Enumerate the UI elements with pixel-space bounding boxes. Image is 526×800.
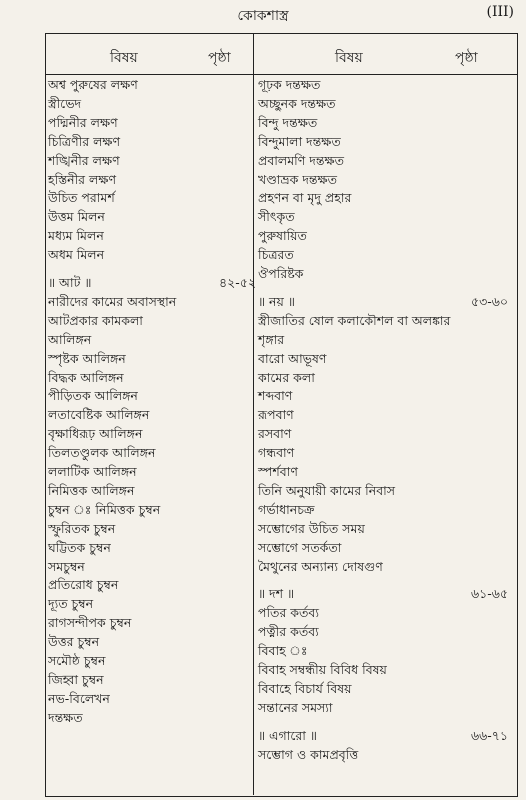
toc-entry: খণ্ডাভ্রক দন্তক্ষত: [258, 171, 338, 187]
toc-entry: আটপ্রকার কামকলা: [48, 312, 143, 328]
left-subject-heading: বিষয়: [110, 50, 138, 66]
toc-entry: পত্নীর কর্তব্য: [258, 624, 319, 640]
toc-entry: উচিত পরামর্শ: [48, 190, 115, 206]
toc-entry: মৈথুনের অন্যান্য দোষগুণ: [258, 558, 383, 574]
toc-entry: বৃক্ষাধিরূঢ় আলিঙ্গন: [48, 426, 143, 442]
toc-entry: চিত্রিণীর লক্ষণ: [48, 133, 121, 149]
toc-entry: গর্ভাধানচক্র: [258, 501, 315, 517]
right-page-heading: পৃষ্ঠা: [455, 50, 478, 66]
toc-entry: ঔপরিষ্টক: [258, 266, 304, 281]
chapter-page-range: ৫৩-৬০: [470, 293, 508, 309]
toc-entry: চিত্ররত: [258, 247, 294, 263]
toc-entry: রসবাণ: [258, 426, 292, 442]
toc-entry: তিনি অনুযায়ী কামের নিবাস: [258, 482, 396, 498]
chapter-label: ॥ আট ॥: [48, 275, 92, 290]
toc-entry: পদ্মিনীর লক্ষণ: [48, 114, 118, 130]
toc-entry: অধম মিলন: [48, 247, 105, 263]
toc-entry: সম্ভোগে সতর্কতা: [258, 539, 342, 555]
toc-entry: রাগসন্দীপক চুম্বন: [48, 615, 132, 631]
chapter-heading-8: [48, 274, 256, 292]
toc-entry: সমৌষ্ঠ চুম্বন: [48, 653, 106, 668]
chapter-heading-11: [258, 727, 508, 745]
toc-entry: স্ত্রীভেদ: [48, 95, 82, 111]
toc-entry: শৃঙ্গার: [258, 331, 285, 347]
toc-entry: পুরুষায়িত: [258, 228, 307, 244]
header-rule: [45, 74, 517, 75]
toc-entry: স্পৃষ্টক আলিঙ্গন: [48, 350, 126, 366]
toc-entry: উত্তম মিলন: [48, 209, 105, 225]
toc-entry: পীড়িতক আলিঙ্গন: [48, 388, 138, 404]
toc-entry: বিবাহ সম্বন্ধীয় বিবিধ বিষয়: [258, 662, 387, 677]
toc-entry: তিলতণ্ডুলক আলিঙ্গন: [48, 445, 156, 461]
toc-entry: উত্তর চুম্বন: [48, 634, 100, 650]
toc-entry: কামের কলা: [258, 369, 315, 385]
chapter-page-range: ৬১-৬৫: [471, 586, 508, 602]
toc-entry: শঙ্খিনীর লক্ষণ: [48, 152, 120, 168]
toc-entry: মধ্যম মিলন: [48, 228, 104, 244]
toc-entry: ঘট্টিতক চুম্বন: [48, 539, 111, 555]
toc-entry: প্রবালমণি দন্তক্ষত: [258, 152, 344, 168]
toc-entry: সম্ভোগ ও কামপ্রবৃত্তি: [258, 746, 359, 762]
toc-entry: স্পর্শবাণ: [258, 464, 298, 479]
right-subject-heading: বিষয়: [335, 50, 363, 66]
toc-entry: জিহ্বা চুম্বন: [48, 671, 104, 687]
toc-entry: শব্দবাণ: [258, 388, 293, 404]
toc-entry: অচ্ছুনক দন্তক্ষত: [258, 95, 336, 111]
toc-entry: বিন্দুমালা দন্তক্ষত: [258, 133, 341, 149]
toc-entry: প্রহণন বা মৃদু প্রহার: [258, 190, 352, 206]
running-title: কোকশাস্ত্র: [237, 8, 289, 24]
toc-entry: বিবাহে বিচার্য বিষয়: [258, 680, 352, 696]
toc-entry: সন্তানের সমস্যা: [258, 699, 333, 715]
chapter-page-range: ৬৬-৭১: [470, 727, 508, 743]
chapter-label: ॥ এগারো ॥: [258, 727, 317, 743]
toc-entry: চুম্বন ঃ নিমিত্তক চুম্বন: [48, 501, 161, 517]
toc-entry: লতাবেষ্টিক আলিঙ্গন: [48, 407, 150, 423]
chapter-label: ॥ নয় ॥: [258, 293, 295, 309]
page-number: (III): [486, 4, 514, 20]
toc-entry: আলিঙ্গন: [48, 331, 92, 347]
column-divider: [253, 33, 254, 795]
toc-entry: হস্তিনীর লক্ষণ: [48, 171, 117, 187]
toc-entry: সমচুম্বন: [48, 558, 85, 574]
toc-entry: নারীদের কামের অবাসস্থান: [48, 293, 177, 309]
left-page-heading: পৃষ্ঠা: [208, 50, 231, 66]
toc-entry: স্ত্রীজাতির ষোল কলাকৌশল বা অলঙ্কার: [258, 312, 451, 328]
toc-entry: দন্তক্ষত: [48, 709, 83, 725]
toc-entry: রূপবাণ: [258, 407, 294, 423]
toc-entry: সীৎকৃত: [258, 209, 295, 225]
toc-entry: দ্যূত চুম্বন: [48, 596, 94, 612]
toc-entry: বিদ্ধক আলিঙ্গন: [48, 369, 124, 385]
toc-entry: অশ্ব পুরুষের লক্ষণ: [48, 77, 138, 92]
toc-entry: বিন্দু দন্তক্ষত: [258, 114, 318, 130]
toc-entry: নিমিত্তক আলিঙ্গন: [48, 482, 135, 498]
chapter-label: ॥ দশ ॥: [258, 586, 295, 602]
toc-entry: নভ-বিলেখন: [48, 690, 110, 706]
chapter-heading-10: [258, 585, 508, 603]
toc-entry: প্রতিরোধ চুম্বন: [48, 577, 119, 593]
toc-entry: স্ফুরিতক চুম্বন: [48, 520, 116, 536]
chapter-page-range: ৪২-৫২: [219, 275, 256, 290]
toc-entry: গূঢ়ক দন্তক্ষত: [258, 77, 321, 92]
toc-entry: বারো আভূষণ: [258, 350, 327, 366]
chapter-heading-9: [258, 293, 508, 311]
toc-entry: গন্ধবাণ: [258, 445, 295, 461]
toc-entry: ললাটিক আলিঙ্গন: [48, 464, 137, 479]
toc-entry: পতির কর্তব্য: [258, 605, 319, 621]
toc-entry: বিবাহ ঃ: [258, 643, 308, 659]
toc-entry: সম্ভোগের উচিত সময়: [258, 520, 365, 536]
